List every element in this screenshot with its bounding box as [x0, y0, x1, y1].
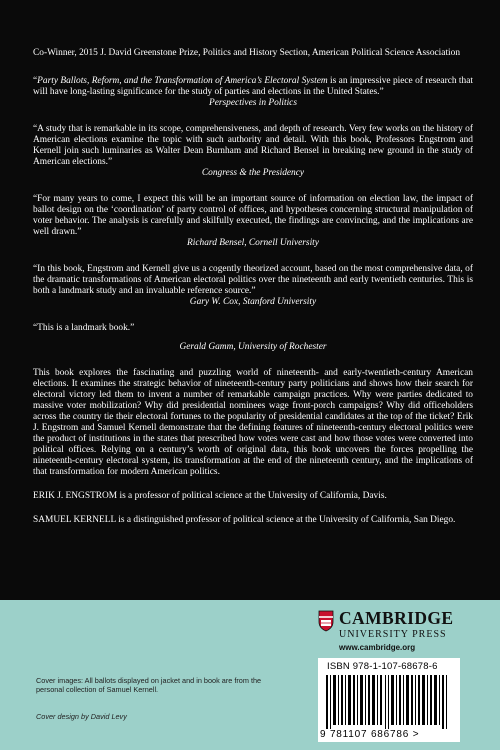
book-title: Party Ballots, Reform, and the Transformation of America’s Electoral System	[37, 76, 328, 86]
book-description: This book explores the fascinating and puzzling world of nineteenth- and early-twentieth-century American elections. It examines the strategic behavior of nineteenth-century party politicians and shows how their search for electoral victory led them to invent a number of remarkable campaign practices. Why were parties dedicated to massive voter mobilization? Why did presidential nominees wage front-porch campaigns? Why did officeholders across the country tie their electoral fortunes to the popularity of presidential candidates at the top of the ticket? Erik J. Engstrom and Samuel Kernell demonstrate that the defining features of nineteenth-century electoral politics were the product of institutions in the states that prescribed how votes were cast and how those votes were converted into political offices. Relying on a century’s worth of original data, this book uncovers the forces propelling the nineteenth-century electoral system, its transformation at the end of the nineteenth century, and the implications of that transformation for modern American politics.	[33, 368, 473, 477]
cover-image-credit: Cover images: All ballots displayed on jacket and in book are from the personal collection of Samuel Kernell.	[36, 676, 262, 695]
cambridge-shield-icon	[318, 610, 334, 632]
cover-design-credit: Cover design by David Levy	[36, 712, 127, 721]
isbn-label: ISBN 978-1-107-68678-6	[327, 661, 438, 672]
award-line: Co-Winner, 2015 J. David Greenstone Prize, Politics and History Section, American Political Science Association	[33, 48, 461, 58]
barcode-digits: 9 781107 686786 >	[320, 729, 420, 740]
publisher-url[interactable]: www.cambridge.org	[339, 643, 416, 652]
quote-1: “Party Ballots, Reform, and the Transformation of America’s Electoral System is an impressive piece of research that will have long-lasting significance for the study of parties and elections in the United States.” Perspectives in Politics	[33, 76, 473, 108]
cover-text	[33, 48, 473, 526]
barcode-panel	[318, 658, 460, 742]
quote-4: “In this book, Engstrom and Kernell give us a cogently theorized account, based on the most comprehensive data, of the dramatic transformations of American electoral politics over the nineteenth and early twentieth centuries. This is both a landmark study and an invaluable reference source.” Gary W. Cox, Stanford University	[33, 264, 473, 307]
quote-source: Congress & the Presidency	[201, 168, 305, 178]
author-bio: SAMUEL KERNELL is a distinguished professor of political science at the University of California, San Diego.	[33, 515, 456, 525]
quote-source: Perspectives in Politics	[209, 98, 297, 108]
publisher-press: UNIVERSITY PRESS	[339, 629, 447, 640]
quote-source: Gerald Gamm, University of Rochester	[179, 342, 327, 352]
quote-source: Gary W. Cox, Stanford University	[189, 297, 317, 307]
quote-3: “For many years to come, I expect this will be an important source of information on election law, the impact of ballot design on the ‘coordination’ of party control of offices, and hypotheses concerning structural manipulation of voter behavior. The analysis is carefully and skilfully executed, the findings are convincing, and the implications are well drawn.” Richard Bensel, Cornell University	[33, 194, 473, 248]
quote-5: “This is a landmark book.” Gerald Gamm, University of Rochester	[33, 323, 473, 353]
author-bio: ERIK J. ENGSTROM is a professor of political science at the University of California, Davis.	[33, 491, 387, 501]
quote-source: Richard Bensel, Cornell University	[187, 238, 319, 248]
barcode-icon	[326, 675, 452, 729]
back-cover-bottom	[0, 600, 500, 750]
quote-2: “A study that is remarkable in its scope, comprehensiveness, and depth of research. Very few works on the history of American elections examine the topic with such authority and detail. With this book, Professors Engstrom and Kernell join such luminaries as Walter Dean Burnham and Richard Bensel in breaking new ground in the study of American elections.” Congress & the Presidency	[33, 124, 473, 178]
publisher-name: CAMBRIDGE	[339, 608, 454, 628]
